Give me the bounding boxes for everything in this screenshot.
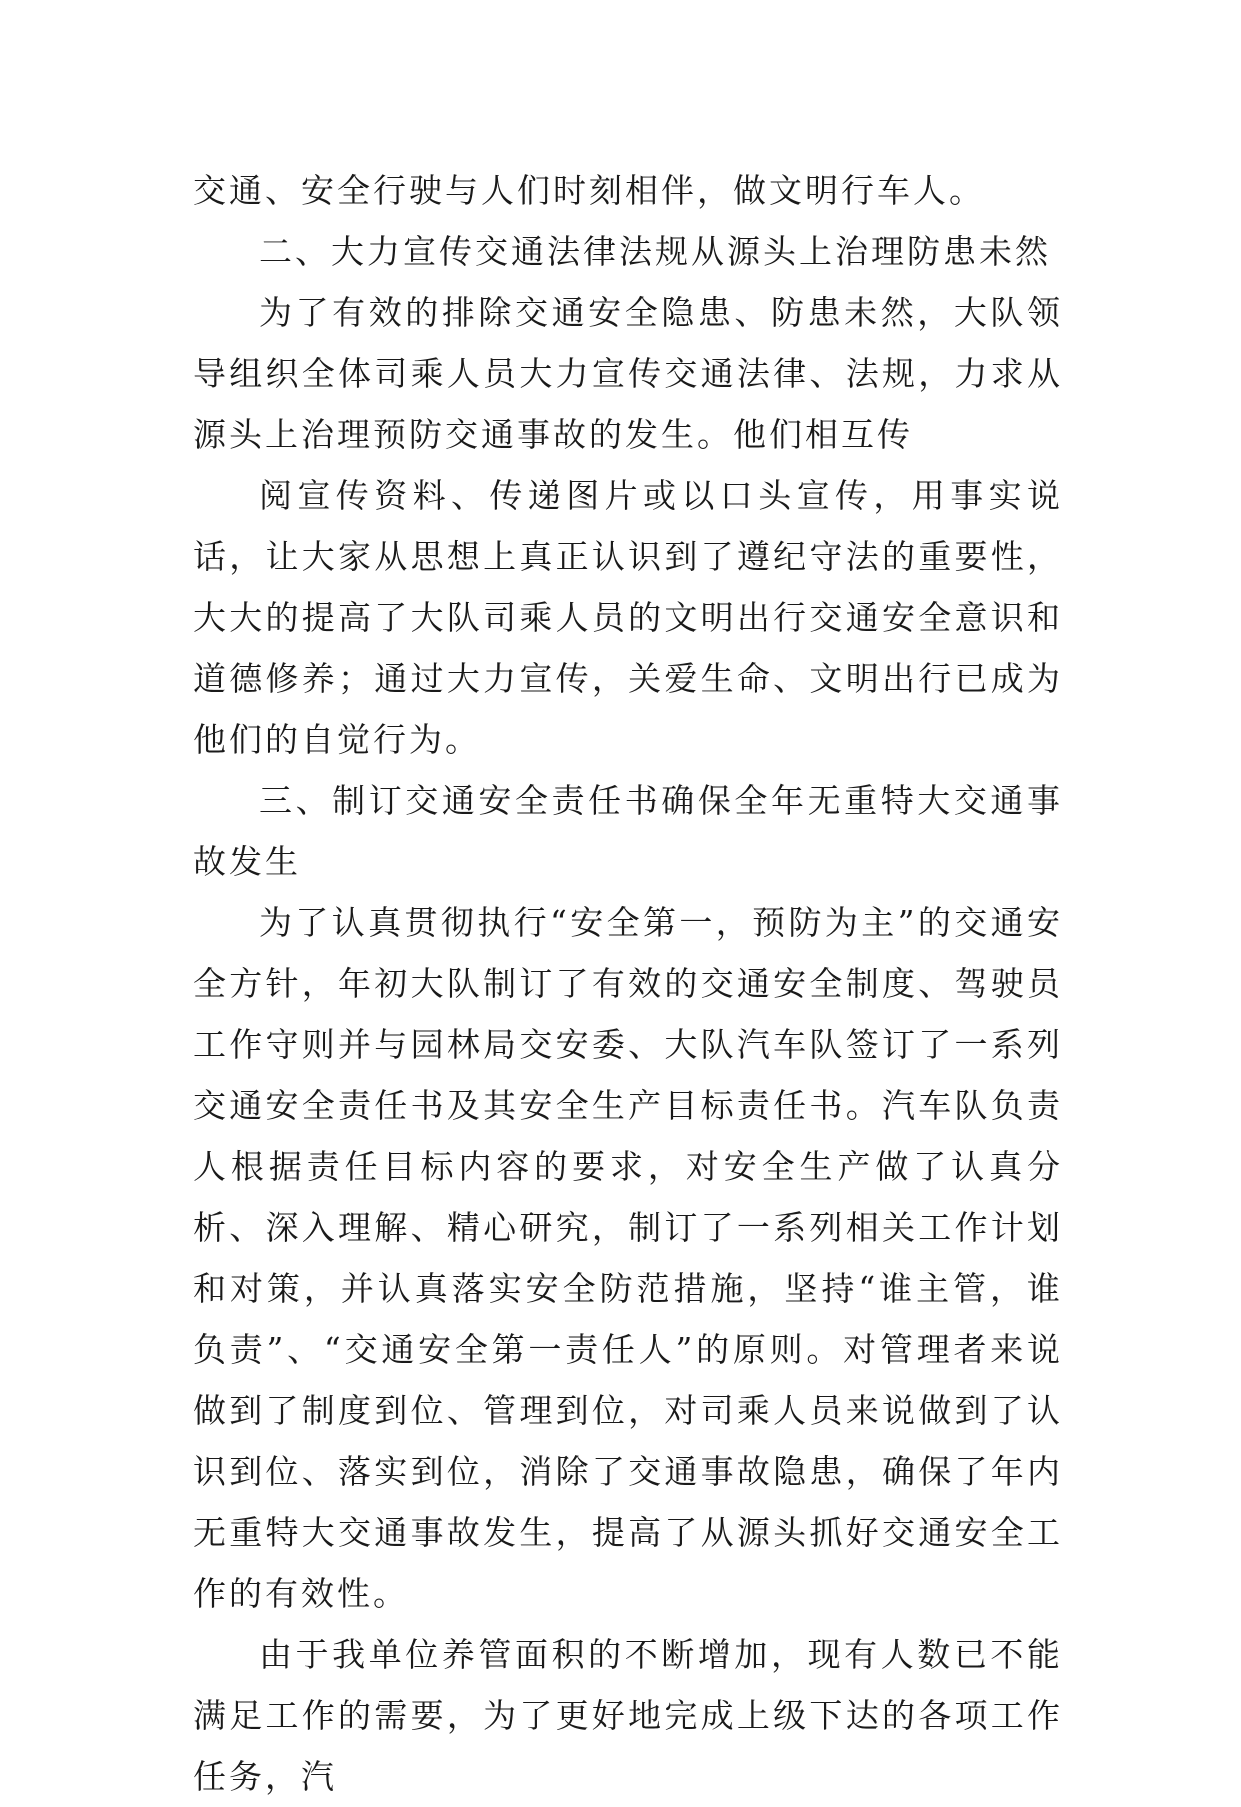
paragraph: 为了认真贯彻执行“安全第一，预防为主”的交通安全方针，年初大队制订了有效的交通安全制度、驾驶员工作守则并与园林局交安委、大队汽车队签订了一系列交通安全责任书及其安全生产目标责任书。汽车队负责人根据责任目标内容的要求，对安全生产做了认真分析、深入理解、精心研究，制订了一系列相关工作计划和对策，并认真落实安全防范措施，坚持“谁主管，谁负责”、“交通安全第一责任人”的原则。对管理者来说做到了制度到位、管理到位，对司乘人员来说做到了认识到位、落实到位，消除了交通事故隐患，确保了年内无重特大交通事故发生，提高了从源头抓好交通安全工作的有效性。 [193,903,1063,1613]
section-heading-3: 三、制订交通安全责任书确保全年无重特大交通事故发生 [193,781,1063,881]
document-body [193,160,1063,1807]
section-heading-2: 二、大力宣传交通法律法规从源头上治理防患未然 [259,232,1051,271]
paragraph: 为了有效的排除交通安全隐患、防患未然，大队领导组织全体司乘人员大力宣传交通法律、法规，力求从源头上治理预防交通事故的发生。他们相互传 [193,293,1063,454]
paragraph-continuation: 交通、安全行驶与人们时刻相伴，做文明行车人。 [193,171,985,210]
paragraph: 阅宣传资料、传递图片或以口头宣传，用事实说话，让大家从思想上真正认识到了遵纪守法的重要性，大大的提高了大队司乘人员的文明出行交通安全意识和道德修养；通过大力宣传，关爱生命、文明出行已成为他们的自觉行为。 [193,476,1063,759]
paragraph: 由于我单位养管面积的不断增加，现有人数已不能满足工作的需要，为了更好地完成上级下达的各项工作任务，汽 [193,1635,1063,1796]
